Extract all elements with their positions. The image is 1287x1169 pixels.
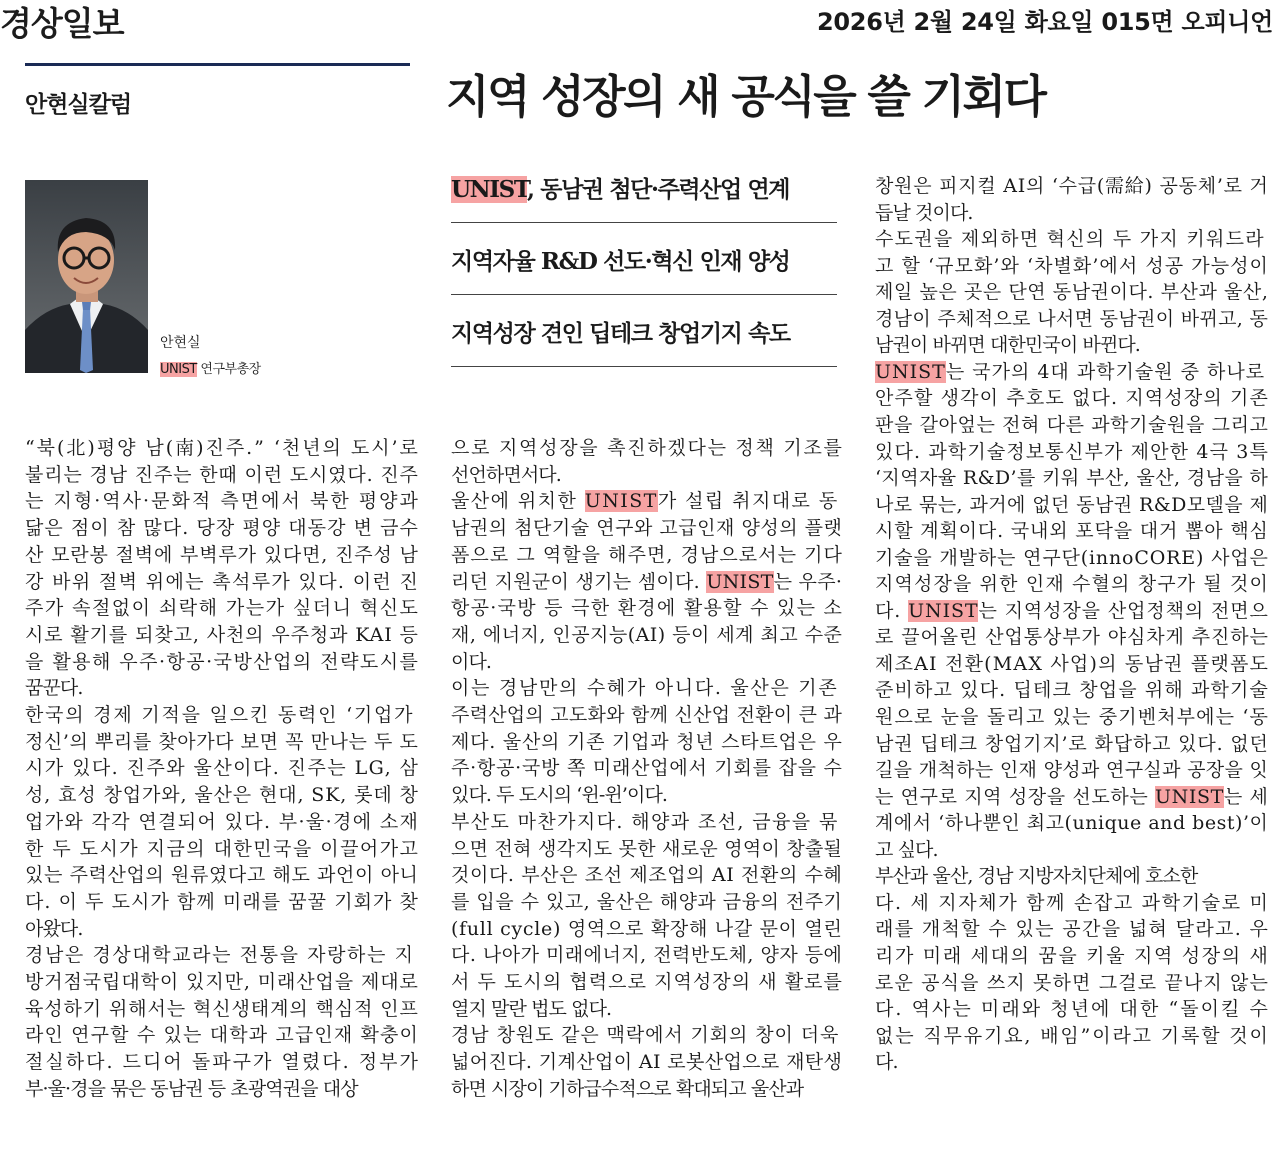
body-line — [875, 863, 1197, 889]
body-line — [25, 729, 418, 755]
body-text: 판을 갈아엎는 전혀 다른 과학기술원을 그리고 — [875, 413, 1269, 436]
body-line — [451, 782, 667, 808]
body-text: 열지 말란 법도 없다. — [451, 997, 612, 1020]
body-line — [875, 279, 1268, 305]
body-line — [875, 173, 1269, 199]
body-text: 부산과 울산, 경남 지방자치단체에 호소한 — [875, 865, 1198, 888]
body-text: 를 입을 수 있고, 울산은 해양과 금융의 전주기 — [451, 890, 843, 913]
body-text: 는 지역성장을 산업정책의 전면으 — [978, 599, 1269, 622]
body-line — [25, 462, 419, 488]
body-text: 주력산업의 고도화와 함께 신산업 전환이 큰 과 — [451, 704, 843, 726]
body-text: 로운 공식을 쓰지 못하면 그걸로 끝나지 않는 — [875, 971, 1270, 994]
body-line — [451, 488, 839, 514]
body-text: 남권이 바뀌면 대한민국이 바뀐다. — [875, 334, 1140, 357]
body-text: 있다. 두 도시의 ‘윈-윈’이다. — [451, 784, 668, 807]
subhead-text: 지역성장 견인 딥테크 창업기지 속도 — [451, 320, 790, 347]
body-text: 창원은 피지컬 AI의 ‘수급(需給) 공동체’로 거 — [875, 175, 1269, 197]
body-text: 제다. 울산의 기존 기업과 청년 스타트업은 우 — [451, 730, 843, 753]
body-line — [875, 890, 1270, 916]
body-line — [25, 622, 419, 648]
body-line — [875, 784, 1269, 810]
body-line — [451, 435, 844, 461]
body-text: 가 설립 취지대로 동 — [657, 490, 839, 513]
body-text: 한 두 도시가 지금의 대한민국을 이끌어가고 — [25, 837, 420, 860]
body-line — [451, 515, 842, 541]
body-line — [875, 359, 1265, 385]
body-line — [875, 731, 1269, 757]
body-line — [875, 996, 1270, 1022]
body-line — [875, 306, 1268, 332]
subhead-text: 지역자율 R&D 선도·혁신 인재 양성 — [451, 248, 790, 275]
body-text: 한국의 경제 기적을 일으킨 동력인 ‘기업가 — [25, 704, 415, 726]
body-text: 부·울·경을 묶은 동남권 등 초광역권을 대상 — [25, 1077, 358, 1100]
body-line — [451, 622, 842, 648]
body-line — [25, 702, 414, 728]
body-line — [875, 439, 1269, 465]
body-line — [25, 809, 419, 835]
body-line — [875, 598, 1269, 624]
body-text: 다. — [875, 599, 909, 622]
body-line — [25, 836, 419, 862]
body-line — [875, 1049, 898, 1075]
body-line — [451, 969, 843, 995]
body-text: 경남은 경상대학교라는 전통을 자랑하는 지 — [25, 944, 415, 967]
body-text: 성, 효성 창업가와, 울산은 현대, SK, 롯데 창 — [25, 784, 419, 807]
body-text: 다. 역사는 미래와 청년에 대한 “돌이킬 수 — [875, 998, 1270, 1021]
body-text: 나로 묶는, 과거에 없던 동남권 R&D모델을 제 — [875, 493, 1269, 516]
body-text: 꿈꾼다. — [25, 677, 83, 700]
highlight-term: UNIST — [584, 490, 658, 513]
body-text: 육성하기 위해서는 혁신생태계의 핵심적 인프 — [25, 997, 419, 1020]
body-text: 다. 나아가 미래에너지, 전력반도체, 양자 등에 — [451, 944, 843, 967]
body-line — [25, 996, 419, 1022]
body-line — [25, 488, 420, 514]
body-line — [451, 462, 561, 488]
body-text: 경남이 주체적으로 나서면 동남권이 바뀌고, 동 — [875, 307, 1269, 330]
body-text: 시로 활기를 되찾고, 사천의 우주청과 KAI 등 — [25, 623, 419, 646]
body-text: 다. 세 지자체가 함께 손잡고 과학기술로 미 — [875, 891, 1270, 914]
body-line — [875, 810, 1268, 836]
highlight-term: UNIST — [875, 360, 946, 383]
body-line — [875, 943, 1270, 969]
body-text: 이는 경남만의 수혜가 아니다. 울산은 기존 — [451, 677, 839, 700]
body-text: 항공·국방 등 극한 환경에 활용할 수 있는 소 — [451, 597, 844, 620]
body-text: 넓어진다. 기계산업이 AI 로봇산업으로 재탄생 — [451, 1051, 843, 1074]
body-text: 주·항공·국방 쪽 미래산업에서 기회를 잡을 수 — [451, 757, 843, 780]
body-text: 있다. 과학기술정보통신부가 제안한 4극 3특 — [875, 440, 1270, 463]
author-photo — [25, 180, 148, 373]
body-text: 지역성장을 위한 인재 수혈의 창구가 될 것이 — [875, 573, 1270, 596]
body-line — [875, 492, 1268, 518]
body-line — [25, 675, 83, 701]
body-text: 으로 지역성장을 촉진하겠다는 정책 기조를 — [451, 437, 844, 459]
body-text: 는 우주· — [773, 570, 843, 593]
column-rule — [25, 63, 410, 66]
author-portrait-icon — [25, 180, 148, 373]
body-line — [25, 515, 419, 541]
body-text: 방거점국립대학이 있지만, 미래산업을 제대로 — [25, 971, 419, 993]
body-text: 불리는 경남 진주는 한때 이런 도시였다. 진주 — [25, 463, 419, 486]
body-line — [25, 1022, 419, 1048]
body-line — [25, 862, 419, 888]
highlight-term: UNIST — [1154, 785, 1224, 808]
body-line — [451, 942, 842, 968]
body-line — [451, 862, 843, 888]
body-line — [451, 542, 843, 568]
body-text: 고 할 ‘규모화’와 ‘차별화’에서 성공 가능성이 — [875, 254, 1269, 277]
body-text: 폼으로 그 역할을 해주면, 경남으로서는 기다 — [451, 543, 843, 566]
body-text: 서 두 도시의 협력으로 지역성장의 새 활로를 — [451, 971, 843, 993]
body-text: 주가 속절없이 쇠락해 가는가 싶더니 혁신도 — [25, 597, 420, 620]
body-text: 고 싶다. — [875, 838, 938, 861]
subhead-1 — [451, 176, 837, 223]
body-text: 계에서 ‘하나뿐인 최고(unique and best)’이 — [875, 812, 1269, 835]
body-line — [875, 200, 973, 226]
body-text: 산 모란봉 절벽에 부벽루가 있다면, 진주성 남 — [25, 543, 419, 566]
body-text: 는 연구로 지역 성장을 선도하는 — [875, 785, 1155, 808]
body-text: 닮은 점이 참 많다. 당장 평양 대동강 변 금수 — [25, 517, 419, 540]
body-line — [875, 651, 1269, 677]
body-line — [875, 518, 1269, 544]
body-line — [875, 1023, 1270, 1049]
body-text: 라인 연구할 수 있는 대학과 고급인재 확충이 — [25, 1024, 420, 1047]
body-text: 준비하고 있다. 딥테크 창업을 위해 과학기술 — [875, 679, 1270, 702]
body-text: 없는 직무유기요, 배임”이라고 기록할 것이 — [875, 1024, 1270, 1047]
body-line — [875, 624, 1269, 650]
highlight-term: UNIST — [706, 570, 774, 593]
body-line — [25, 755, 419, 781]
body-line — [451, 996, 611, 1022]
body-text: 부산도 마찬가지다. 해양과 조선, 금융을 묶 — [451, 810, 839, 833]
body-text: 경남 창원도 같은 맥락에서 기회의 창이 더욱 — [451, 1024, 840, 1047]
body-line — [451, 569, 842, 595]
column-name: 안현실칼럼 — [25, 92, 132, 118]
body-line — [451, 675, 838, 701]
body-text: 정신’의 뿌리를 찾아가다 보면 꼭 만나는 두 도 — [25, 730, 419, 753]
body-text: 듭날 것이다. — [875, 201, 973, 224]
author-org: UNIST — [160, 362, 197, 377]
body-text: 는 지형·역사·문화적 측면에서 북한 평양과 — [25, 490, 420, 513]
body-text: 제조AI 전환(MAX 사업)의 동남권 플랫폼도 — [875, 652, 1270, 675]
body-line — [875, 385, 1269, 411]
body-text: 절실하다. 드디어 돌파구가 열렸다. 정부가 — [25, 1051, 420, 1074]
body-line — [25, 889, 419, 915]
body-line — [25, 595, 419, 621]
subhead-3 — [451, 320, 837, 367]
body-text: 으면 전혀 생각지도 못한 새로운 영역이 창출될 — [451, 837, 843, 860]
body-text: 시가 있다. 진주와 울산이다. 진주는 LG, 삼 — [25, 757, 420, 780]
body-text: 수도권을 제외하면 혁신의 두 가지 키워드라 — [875, 228, 1265, 251]
body-line — [875, 332, 1140, 358]
body-text: 재, 에너지, 인공지능(AI) 등이 세계 최고 수준 — [451, 623, 843, 646]
body-line — [875, 916, 1269, 942]
author-role — [160, 358, 261, 377]
body-text: 리던 지원군이 생기는 셈이다. — [451, 570, 707, 593]
body-text: 을 활용해 우주·항공·국방산업의 전략도시를 — [25, 650, 420, 673]
body-line — [875, 465, 1268, 491]
body-line — [451, 889, 842, 915]
body-line — [451, 649, 491, 675]
body-text: 기술을 개발하는 연구단(innoCORE) 사업은 — [875, 546, 1269, 569]
body-line — [451, 1022, 839, 1048]
body-line — [875, 837, 938, 863]
body-line — [25, 1076, 358, 1102]
body-text: 있는 주력산업의 원류였다고 해도 과언이 아니 — [25, 864, 419, 887]
body-text: 리가 미래 세대의 꿈을 키울 지역 성장의 새 — [875, 944, 1270, 967]
body-text: 안주할 생각이 추호도 없다. 지역성장의 기존 — [875, 387, 1270, 410]
subhead-text: , 동남권 첨단·주력산업 연계 — [527, 176, 790, 203]
body-text: 강 바위 절벽 위에는 촉석루가 있다. 이런 진 — [25, 570, 420, 593]
body-line — [875, 704, 1269, 730]
body-text: 는 국가의 4대 과학기술원 중 하나로 — [945, 360, 1266, 383]
body-text: 남권 딥테크 창업기지’로 화답하고 있다. 없던 — [875, 732, 1269, 755]
body-line — [25, 1049, 420, 1075]
body-text: 하면 시장이 기하급수적으로 확대되고 울산과 — [451, 1077, 804, 1100]
body-line — [451, 1049, 842, 1075]
subhead-highlight: UNIST — [451, 176, 528, 203]
body-line — [25, 435, 420, 461]
headline: 지역 성장의 새 공식을 쓸 기회다 — [446, 70, 1045, 123]
body-line — [25, 969, 419, 995]
body-text: 이다. — [451, 650, 492, 673]
body-line — [451, 1076, 803, 1102]
author-title: 연구부총장 — [200, 362, 261, 377]
body-text: ‘지역자율 R&D’를 키워 부산, 울산, 경남을 하 — [875, 467, 1269, 490]
dateline: 2026년 2월 24일 화요일 015면 오피니언 — [817, 8, 1273, 36]
body-text: 시할 계획이다. 국내외 포닥을 대거 뽑아 핵심 — [875, 520, 1269, 543]
body-text: 제일 높은 곳은 단연 동남권이다. 부산과 울산, — [875, 281, 1269, 304]
body-text: 래를 개척할 수 있는 공간을 넓혀 달라고. 우 — [875, 918, 1270, 941]
body-line — [451, 702, 842, 728]
author-name: 안현실 — [160, 335, 201, 351]
body-line — [875, 677, 1269, 703]
body-line — [875, 253, 1269, 279]
body-line — [25, 916, 83, 942]
body-line — [875, 571, 1269, 597]
body-text: (full cycle) 영역으로 확장해 나갈 문이 열린 — [451, 917, 843, 940]
body-line — [451, 729, 843, 755]
body-text: “북(北)평양 남(南)진주.” ‘천년의 도시’로 — [25, 437, 420, 459]
body-line — [25, 649, 419, 675]
masthead: 경상일보 — [0, 4, 124, 43]
body-line — [451, 809, 839, 835]
body-text: 는 세 — [1223, 785, 1269, 808]
body-text: 다. — [875, 1051, 898, 1074]
subhead-2 — [451, 248, 837, 295]
body-line — [875, 970, 1269, 996]
body-text: 것이다. 부산은 조선 제조업의 AI 전환의 수혜 — [451, 864, 843, 887]
body-text: 다. 이 두 도시가 함께 미래를 꿈꿀 기회가 찾 — [25, 890, 419, 913]
body-text: 원으로 눈을 돌리고 있는 중기벤처부에는 ‘동 — [875, 706, 1270, 728]
body-text: 남권의 첨단기술 연구와 고급인재 양성의 플랫 — [451, 517, 843, 540]
body-line — [451, 916, 843, 942]
body-text: 아왔다. — [25, 917, 83, 940]
body-line — [875, 226, 1265, 252]
body-text: 업가와 각각 연결되어 있다. 부·울·경에 소재 — [25, 810, 420, 833]
body-line — [875, 757, 1268, 783]
body-line — [25, 569, 419, 595]
body-line — [875, 412, 1269, 438]
body-line — [25, 542, 419, 568]
body-line — [451, 836, 842, 862]
body-line — [451, 595, 843, 621]
body-line — [25, 782, 419, 808]
body-text: 선언하면서다. — [451, 463, 561, 486]
body-text: 길을 개척하는 인재 양성과 연구실과 공장을 잇 — [875, 759, 1269, 782]
body-line — [451, 755, 843, 781]
body-line — [875, 545, 1269, 571]
body-text: 울산에 위치한 — [451, 490, 585, 513]
body-line — [25, 942, 415, 968]
highlight-term: UNIST — [908, 599, 979, 622]
body-text: 로 끌어올린 산업통상부가 야심차게 추진하는 — [875, 626, 1269, 649]
